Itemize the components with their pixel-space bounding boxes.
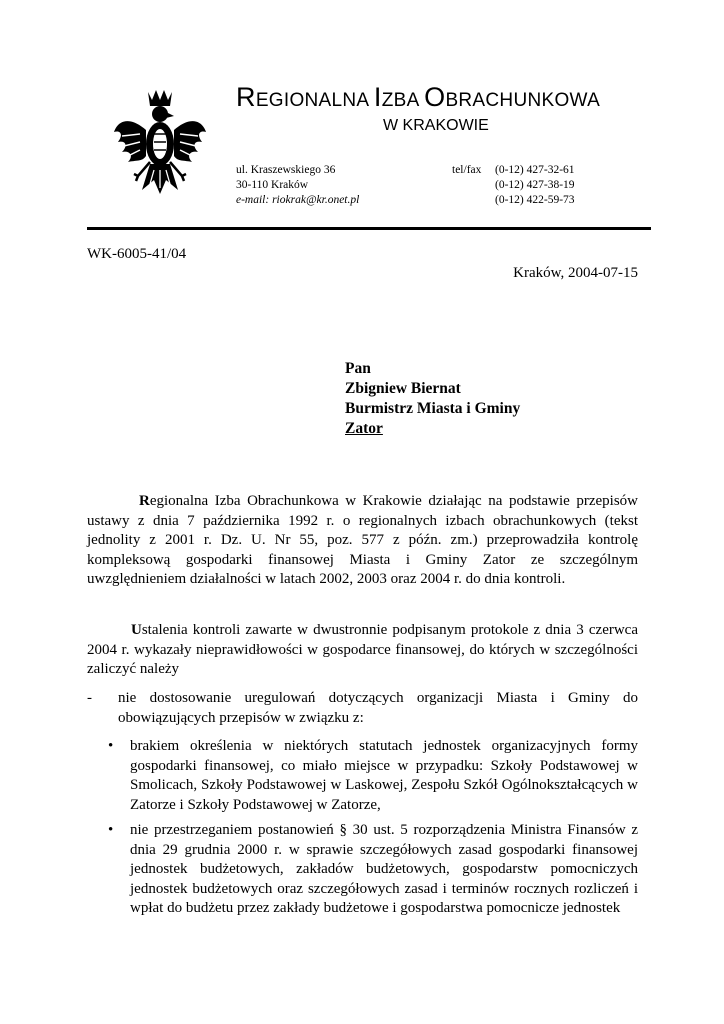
paragraph-1-text: egionalna Izba Obrachunkowa w Krakowie działając na podstawie przepisów ustawy z dnia 7 października 1992 r. o regionalnych izbach obrachunkowych (tekst jednolity z 2001 r. Dz. U. Nr 55, poz. 577 z późn. zm.) przeprowadziła kontrolę kompleksową gospodarki finansowej Miasta i Gminy Zator ze szczególnym uwzględnieniem działalności w latach 2002, 2003 oraz 2004 r. do dnia kontroli. [87,493,638,588]
bullet-marker-2: • [108,822,114,838]
email: e-mail: riokrak@kr.onet.pl [236,194,360,206]
address-block [236,163,359,208]
institution-city: W KRAKOWIE [383,117,489,134]
addressee-place: Zator [345,420,383,437]
bullet-item-1: brakiem określenia w niektórych statutach jednostek organizacyjnych formy gospodarki finansowej, co miało miejsce w przypadku: Szkoły Podstawowej w Smolicach, Szkoły Podstawowej w Laskowej, Zespołu Szkół Ogólnokształcących w Zatorze i Szkoły Podstawowej w Zatorze, [130,738,638,813]
street: ul. Kraszewskiego 36 [236,164,336,176]
dash-marker: - [87,690,92,706]
reference-number: WK-6005-41/04 [87,246,187,262]
paragraph-2-text: stalenia kontroli zawarte w dwustronnie podpisanym protokole z dnia 3 czerwca 2004 r. wykazały nieprawidłowości w gospodarce finansowej, do których w szczególności zaliczyć należy [87,622,638,678]
phone-1: (0-12) 427-32-61 [495,164,575,176]
paragraph-2 [87,621,638,680]
phone-numbers [495,163,575,208]
bullet-item-2: nie przestrzeganiem postanowień § 30 ust. 5 rozporządzenia Ministra Finansów z dnia 29 grudnia 2000 r. w sprawie szczegółowych zasad gospodarki finansowej jednostek budżetowych, zakładów budżetowych, gospodarstw pomocniczych jednostek budżetowych oraz szczegółowych zasad i terminów rocznych rozliczeń i wpłat do budżetu przez zakłady budżetowe i gospodarstwa pomocnicze jednostek [130,822,638,917]
bullet-marker-1: • [108,738,114,754]
paragraph-1-initial: R [139,493,150,509]
telfax-label: tel/fax [452,164,482,176]
paragraph-2-initial: U [131,622,142,638]
addressee-block [345,359,520,439]
paragraph-1 [87,492,638,590]
addressee-name: Zbigniew Biernat [345,380,461,397]
postal-city: 30-110 Kraków [236,179,309,191]
addressee-salutation: Pan [345,360,371,377]
header-divider [87,227,651,230]
letter-date: Kraków, 2004-07-15 [513,265,638,281]
eagle-emblem-icon [110,86,210,198]
phone-2: (0-12) 427-38-19 [495,179,575,191]
institution-name: REGIONALNA IZBA OBRACHUNKOWA [236,82,601,112]
dash-item-text: nie dostosowanie uregulowań dotyczących organizacji Miasta i Gminy do obowiązujących przepisów w związku z: [118,690,638,726]
addressee-position: Burmistrz Miasta i Gminy [345,400,521,417]
phone-3: (0-12) 422-59-73 [495,194,575,206]
